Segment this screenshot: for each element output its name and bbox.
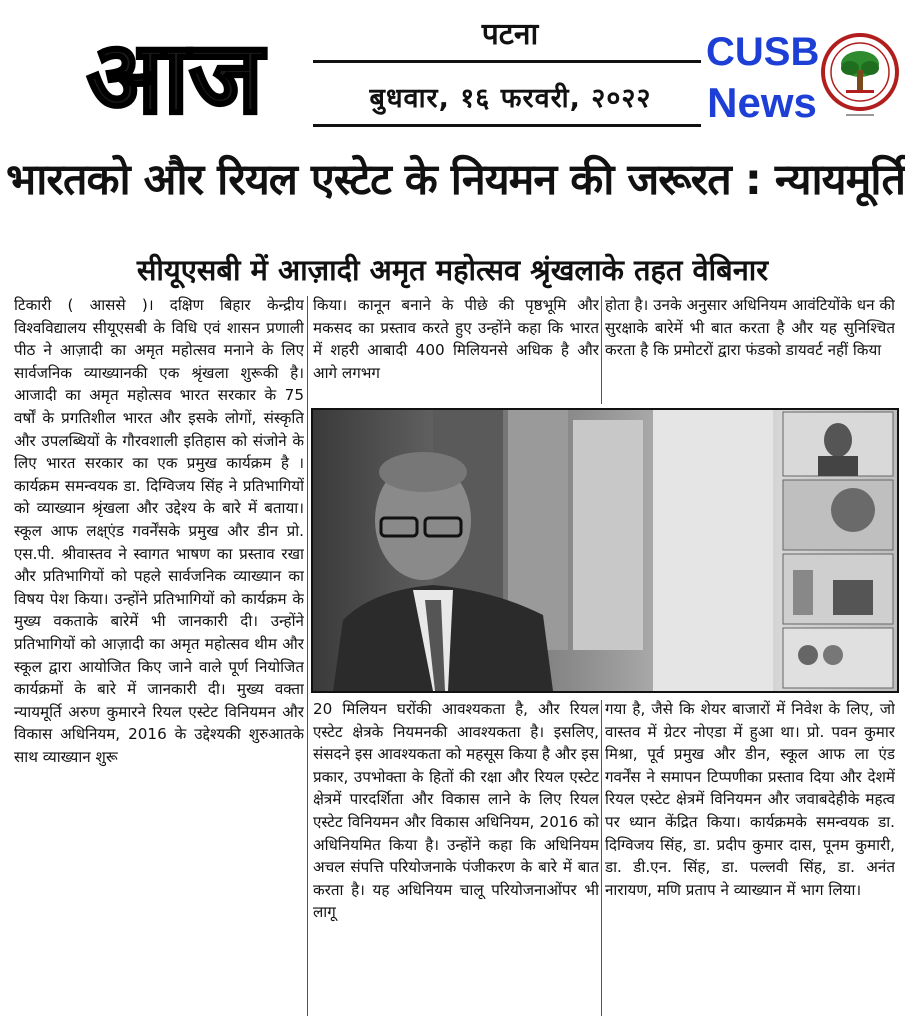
article-headline: भारतको और रियल एस्टेट के नियमन की जरूरत : न्यायमूर्ति: [6, 155, 905, 205]
article-column-2-top: [313, 294, 599, 404]
article-column-3-top-text: होता है। उनके अनुसार अधिनियम आवंटियोंके धन की सुरक्षाके बारेमें भी बात करता है और यह सुनिश्चित करता है कि प्रमोटरों द्वारा फंडको डायवर्ट नहीं किया: [605, 296, 895, 360]
edition-date: बुधवार, १६ फरवरी, २०२२: [369, 83, 652, 114]
article-column-1: [14, 294, 304, 1016]
column-divider: [601, 700, 602, 1016]
webinar-photo-icon: [313, 410, 897, 691]
svg-text:आज: आज: [86, 26, 264, 126]
article-column-3-bottom-text: गया है, जैसे कि शेयर बाजारों में निवेश के लिए, जो वास्तव में ग्रेटर नोएडा में हुआ था। प्रो. पवन कुमार मिश्रा, पूर्व प्रमुख और डीन, स्कूल आफ ला एंड गवर्नेंस ने समापन टिप्पणीका प्रस्ताव दिया और देशमें रियल एस्टेट क्षेत्रमें विनियमन और जवाबदेहीके महत्व पर ध्यान केंद्रित किया। कार्यक्रमके समन्वयक डा. दिग्विजय सिंह, डा. प्रदीप कुमार दास, पूनम कुमारी, डा. डी.एन. सिंह, डा. पल्लवी सिंह, डा. अनंत नारायण, मणि प्रताप ने व्याख्यान में भाग लिया।: [605, 700, 895, 899]
masthead-rule-bottom: [313, 124, 701, 127]
article-column-1-text: टिकारी ( आससे )। दक्षिण बिहार केन्द्रीय विश्वविद्यालय सीयूएसबी के विधि एवं शासन प्रणाली पीठ ने आज़ादी का अमृत महोत्सव मनाने के लिए सार्वजनिक व्याख्यानकी एक श्रृंखला शुरूकी है। आजादी का अमृत महोत्सव भारत सरकार के 75 वर्षों के प्रगतिशील भारत और इसके लोगों, संस्कृति और उपलब्धियों के गौरवशाली इतिहास को संजोने के लिए भारत सरकार का एक प्रमुख कार्यक्रम है । कार्यक्रम समन्वयक डा. दिग्विजय सिंह ने प्रतिभागियों को व्याख्यान श्रृंखला और उद्देश्य के बारे में बताया। स्कूल आफ लक्ष्एंड गवर्नेंसके प्रमुख और डीन प्रो. एस.पी. श्रीवास्तव ने स्वागत भाषण का प्रस्ताव रखा और प्रतिभागियों को पहले सार्वजनिक व्याख्यान का विषय पेश किया। उन्होंने प्रतिभागियों को कार्यक्रम के मुख्य वकताके बारेमें भी जानकारी दी। उन्होंने प्रतिभागियों को आज़ादी का अमृत महोत्सव थीम और स्कूल द्वारा आयोजित किए जाने वाले पूर्ण नियोजित कार्यक्रमों के बारे में जानकारी दी। मुख्य वक्ता न्यायमूर्ति अरुण कुमारने रियल एस्टेट विनियमन और विकास अधिनियम, 2016 के उद्देश्यकी शुरुआतके साथ व्याख्यान शुरू: [14, 296, 304, 766]
article-column-3-bottom: [605, 698, 895, 1016]
masthead-rule-top: [313, 60, 701, 63]
edition-city: पटना: [481, 17, 539, 52]
university-tree-emblem-icon: [820, 30, 900, 122]
webinar-screenshot-photo: [311, 408, 899, 693]
brand-cusb: CUSB: [706, 30, 820, 74]
newspaper-logo: [40, 26, 310, 126]
article-column-2-bottom: [313, 698, 599, 1016]
brand-news: News: [707, 79, 817, 126]
article-column-2-top-text: किया। कानून बनाने के पीछे की पृष्ठभूमि और मकसद का प्रस्ताव करते हुए उन्होंने कहा कि भारत में शहरी आबादी 400 मिलियनसे अधिक है और आगे लगभग: [313, 296, 599, 382]
article-subheadline: सीयूएसबी में आज़ादी अमृत महोत्सव श्रृंखलाके तहत वेबिनार: [136, 253, 769, 287]
article-column-3-top: [605, 294, 895, 404]
article-column-2-bottom-text: 20 मिलियन घरोंकी आवश्यकता है, और रियल एस्टेट क्षेत्रके नियमनकी आवश्यकता है। इसलिए, संसदने इस आवश्यकता को महसूस किया है और इस प्रकार, उपभोक्ता के हितों की रक्षा और रियल एस्टेट क्षेत्रमें पारदर्शिता और विकास लाने के लिए रियल एस्टेट विनियमन और विकास अधिनियम, 2016 को अधिनियमित किया है। उन्होंने कहा कि अधिनियम अचल संपत्ति परियोजनाके पंजीकरण के बारे में बात करता है। यह अधिनियम चालू परियोजनाओंपर भी लागू: [313, 700, 599, 922]
column-divider: [307, 296, 308, 1016]
column-divider: [601, 296, 602, 404]
